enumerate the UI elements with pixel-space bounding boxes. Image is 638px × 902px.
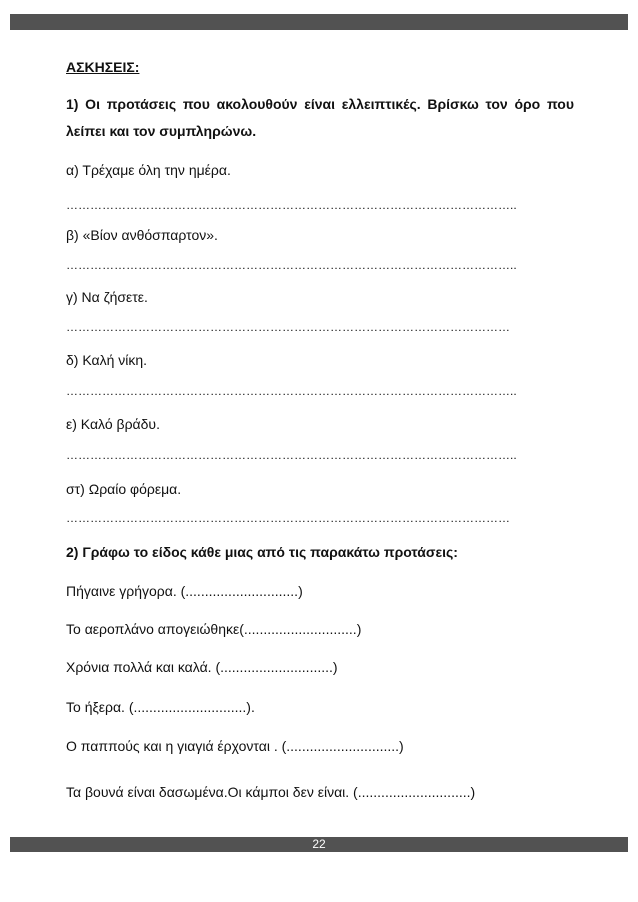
exercise2-item-6: Τα βουνά είναι δασωμένα.Οι κάμποι δεν είναι. (.............................) [66,784,476,800]
answer-line-e: ………………………………………………………………………………………………….. [66,448,517,462]
exercise1-title-line2: λείπει και τον συμπληρώνω. [66,123,257,139]
answer-line-b: ………………………………………………………………………………………………….. [66,258,517,272]
exercise2-item-5: Ο παππούς και η γιαγιά έρχονται . (.............................) [66,738,404,754]
answer-line-a: ………………………………………………………………………………………………….. [66,198,517,212]
exercise2-item-3: Χρόνια πολλά και καλά. (.............................) [66,659,338,675]
footer-bar [10,837,628,852]
exercise1-item-d: δ) Καλή νίκη. [66,352,148,368]
exercise1-item-c: γ) Να ζήσετε. [66,289,148,305]
page-number: 22 [312,837,326,851]
exercise1-item-b: β) «Βίον ανθόσπαρτον». [66,227,218,243]
exercise1-item-a: α) Τρέχαμε όλη την ημέρα. [66,162,231,178]
exercise1-title-line1: 1) Οι προτάσεις που ακολουθούν είναι ελλειπτικές. Βρίσκω τον όρο που [66,96,574,112]
answer-line-st: ………………………………………………………………………………………………… [66,511,510,525]
answer-line-c: ………………………………………………………………………………………………… [66,320,510,334]
exercise2-item-1: Πήγαινε γρήγορα. (.............................) [66,583,303,599]
header-bar [10,14,628,30]
exercise2-title: 2) Γράφω το είδος κάθε μιας από τις παρακάτω προτάσεις: [66,544,458,560]
answer-line-d: ………………………………………………………………………………………………….. [66,384,517,398]
exercise2-item-4: Το ήξερα. (.............................). [66,699,255,715]
exercise1-item-st: στ) Ωραίο φόρεμα. [66,481,182,497]
exercise1-item-e: ε) Καλό βράδυ. [66,416,160,432]
exercise2-item-2: Το αεροπλάνο απογειώθηκε(.............................) [66,621,362,637]
exercises-heading: ΑΣΚΗΣΕΙΣ: [66,59,140,75]
